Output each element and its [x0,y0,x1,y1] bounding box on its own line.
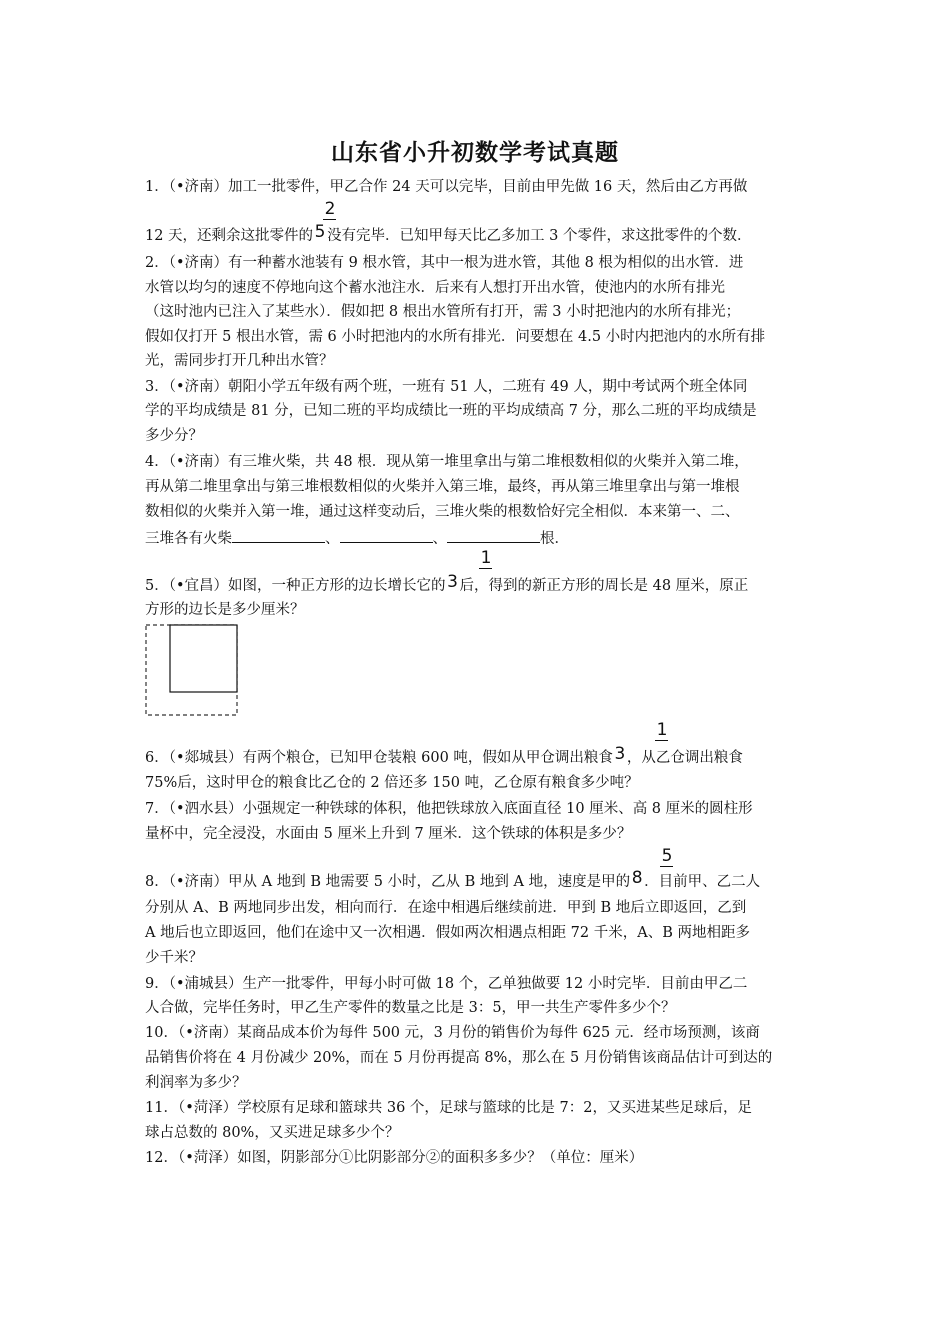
q10-line-1: 10．（•济南）某商品成本价为每件 500 元，3 月份的销售价为每件 625 元．经市场预测，该商 [145,1025,760,1041]
q5-line-1 [145,572,749,595]
q6-fraction-numerator: 1 [656,720,668,740]
q11-line-2: 球占总数的 80%，又买进足球多少个？ [145,1125,400,1141]
q3-line-3: 多少分？ [145,428,203,444]
q4-line-3: 数相似的火柴并入第一堆，通过这样变动后，三堆火柴的根数恰好完全相似．本来第一、二、 [145,504,740,520]
q8-line-3: A 地后也立即返回，他们在途中又一次相遇．假如两次相遇点相距 72 千米，A、B 两地相距多 [145,925,750,941]
q10-line-2: 品销售价将在 4 月份减少 20%，而在 5 月份再提高 8%，那么在 5 月份销售该商品估计可到达的 [145,1050,773,1066]
q2-line-3: （这时池内已注入了某些水）．假如把 8 根出水管所有打开，需 3 小时把池内的水所有排光； [145,304,741,320]
q5-line-1-a: 5．（•宜昌）如图，一种正方形的边长增长它的 [145,578,446,594]
answer-blank-2[interactable] [340,528,433,543]
q8-fraction-denominator: 8 [631,868,643,888]
q2-line-5: 光，需同步打开几种出水管？ [145,353,334,369]
q8-fraction-numerator: 5 [661,846,673,866]
q5-fraction-numerator: 1 [480,548,492,568]
q8-fraction-bar [660,866,673,867]
q1-fraction-denominator: 5 [314,222,326,242]
square-figure [144,622,242,718]
answer-blank-3[interactable] [447,528,540,543]
q8-line-1-a: 8．（•济南）甲从 A 地到 B 地需要 5 小时，乙从 B 地到 A 地，速度是甲的 [145,874,631,890]
q6-line-1 [145,744,743,767]
q11-line-1: 11．（•菏泽）学校原有足球和篮球共 36 个，足球与篮球的比是 7：2，又买进某些足球后，足 [145,1100,752,1116]
q7-line-1: 7．（•泗水县）小强规定一种铁球的体积，他把铁球放入底面直径 10 厘米、高 8 厘米的圆柱形 [145,801,753,817]
q6-line-1-a: 6．（•郯城县）有两个粮仓，已知甲仓装粮 600 吨，假如从甲仓调出粮食 [145,750,613,766]
q6-line-2: 75%后，这时甲仓的粮食比乙仓的 2 倍还多 150 吨，乙仓原有粮食多少吨？ [145,775,639,791]
page-title: 山东省小升初数学考试真题 [331,139,619,166]
q4-separator-2: 、 [432,531,447,547]
q1-line-2-b: 没有完毕．已知甲每天比乙多加工 3 个零件，求这批零件的个数． [327,228,752,244]
q4-line-4 [145,528,569,548]
q4-separator-1: 、 [325,531,340,547]
q1-line-2 [145,222,752,245]
q5-line-2: 方形的边长是多少厘米？ [145,602,305,618]
q12-line-1: 12．（•菏泽）如图，阴影部分①比阴影部分②的面积多多少？（单位：厘米） [145,1150,644,1166]
q6-fraction-bar [655,740,668,741]
q5-fraction-denominator: 3 [447,572,458,592]
q4-line-1: 4．（•济南）有三堆火柴，共 48 根．现从第一堆里拿出与第二堆根数相似的火柴并入第二堆， [145,454,749,470]
original-square [170,625,237,692]
answer-blank-1[interactable] [232,528,325,543]
q8-line-1 [145,868,761,891]
q3-line-1: 3．（•济南）朝阳小学五年级有两个班，一班有 51 人，二班有 49 人，期中考试两个班全体同 [145,379,748,395]
q1-line-1: 1．（•济南）加工一批零件，甲乙合作 24 天可以完毕，目前由甲先做 16 天，然后由乙方再做 [145,179,748,195]
q9-line-2: 人合做，完毕任务时，甲乙生产零件的数量之比是 3：5，甲一共生产零件多少个？ [145,1000,676,1016]
q9-line-1: 9．（•浦城县）生产一批零件，甲每小时可做 18 个，乙单独做要 12 小时完毕．目前由甲乙二 [145,976,748,992]
q1-line-2-a: 12 天，还剩余这批零件的 [145,228,314,244]
q8-line-2: 分别从 A、B 两地同步出发，相向而行．在途中相遇后继续前进．甲到 B 地后立即返回，乙到 [145,900,747,916]
q4-line-4-text: 三堆各有火柴 [145,531,232,547]
q4-line-2: 再从第二堆里拿出与第三堆根数相似的火柴并入第三堆，最终，再从第三堆里拿出与第一堆根 [145,479,740,495]
q5-line-1-b: 后，得到的新正方形的周长是 48 厘米，原正 [459,578,749,594]
q8-line-1-b: ．目前甲、乙二人 [644,874,761,890]
q3-line-2: 学的平均成绩是 81 分，已知二班的平均成绩比一班的平均成绩高 7 分，那么二班的平均成绩是 [145,403,757,419]
q5-fraction-bar [479,568,492,569]
q2-line-2: 水管以均匀的速度不停地向这个蓄水池注水．后来有人想打开出水管，使池内的水所有排光 [145,280,725,296]
q6-line-1-b: ，从乙仓调出粮食 [626,750,743,766]
q4-line-4-end: 根． [540,531,569,547]
q8-line-4: 少千米？ [145,950,203,966]
q2-line-4: 假如仅打开 5 根出水管，需 6 小时把池内的水所有排光．问要想在 4.5 小时内把池内的水所有排 [145,329,766,345]
q2-line-1: 2．（•济南）有一种蓄水池装有 9 根水管，其中一根为进水管，其他 8 根为相似的出水管．进 [145,255,744,271]
q6-fraction-denominator: 3 [614,744,626,764]
q7-line-2: 量杯中，完全浸没，水面由 5 厘米上升到 7 厘米．这个铁球的体积是多少？ [145,826,632,842]
q1-fraction-numerator: 2 [324,199,336,219]
q10-line-3: 利润率为多少？ [145,1075,247,1091]
q1-fraction-bar [323,219,336,220]
